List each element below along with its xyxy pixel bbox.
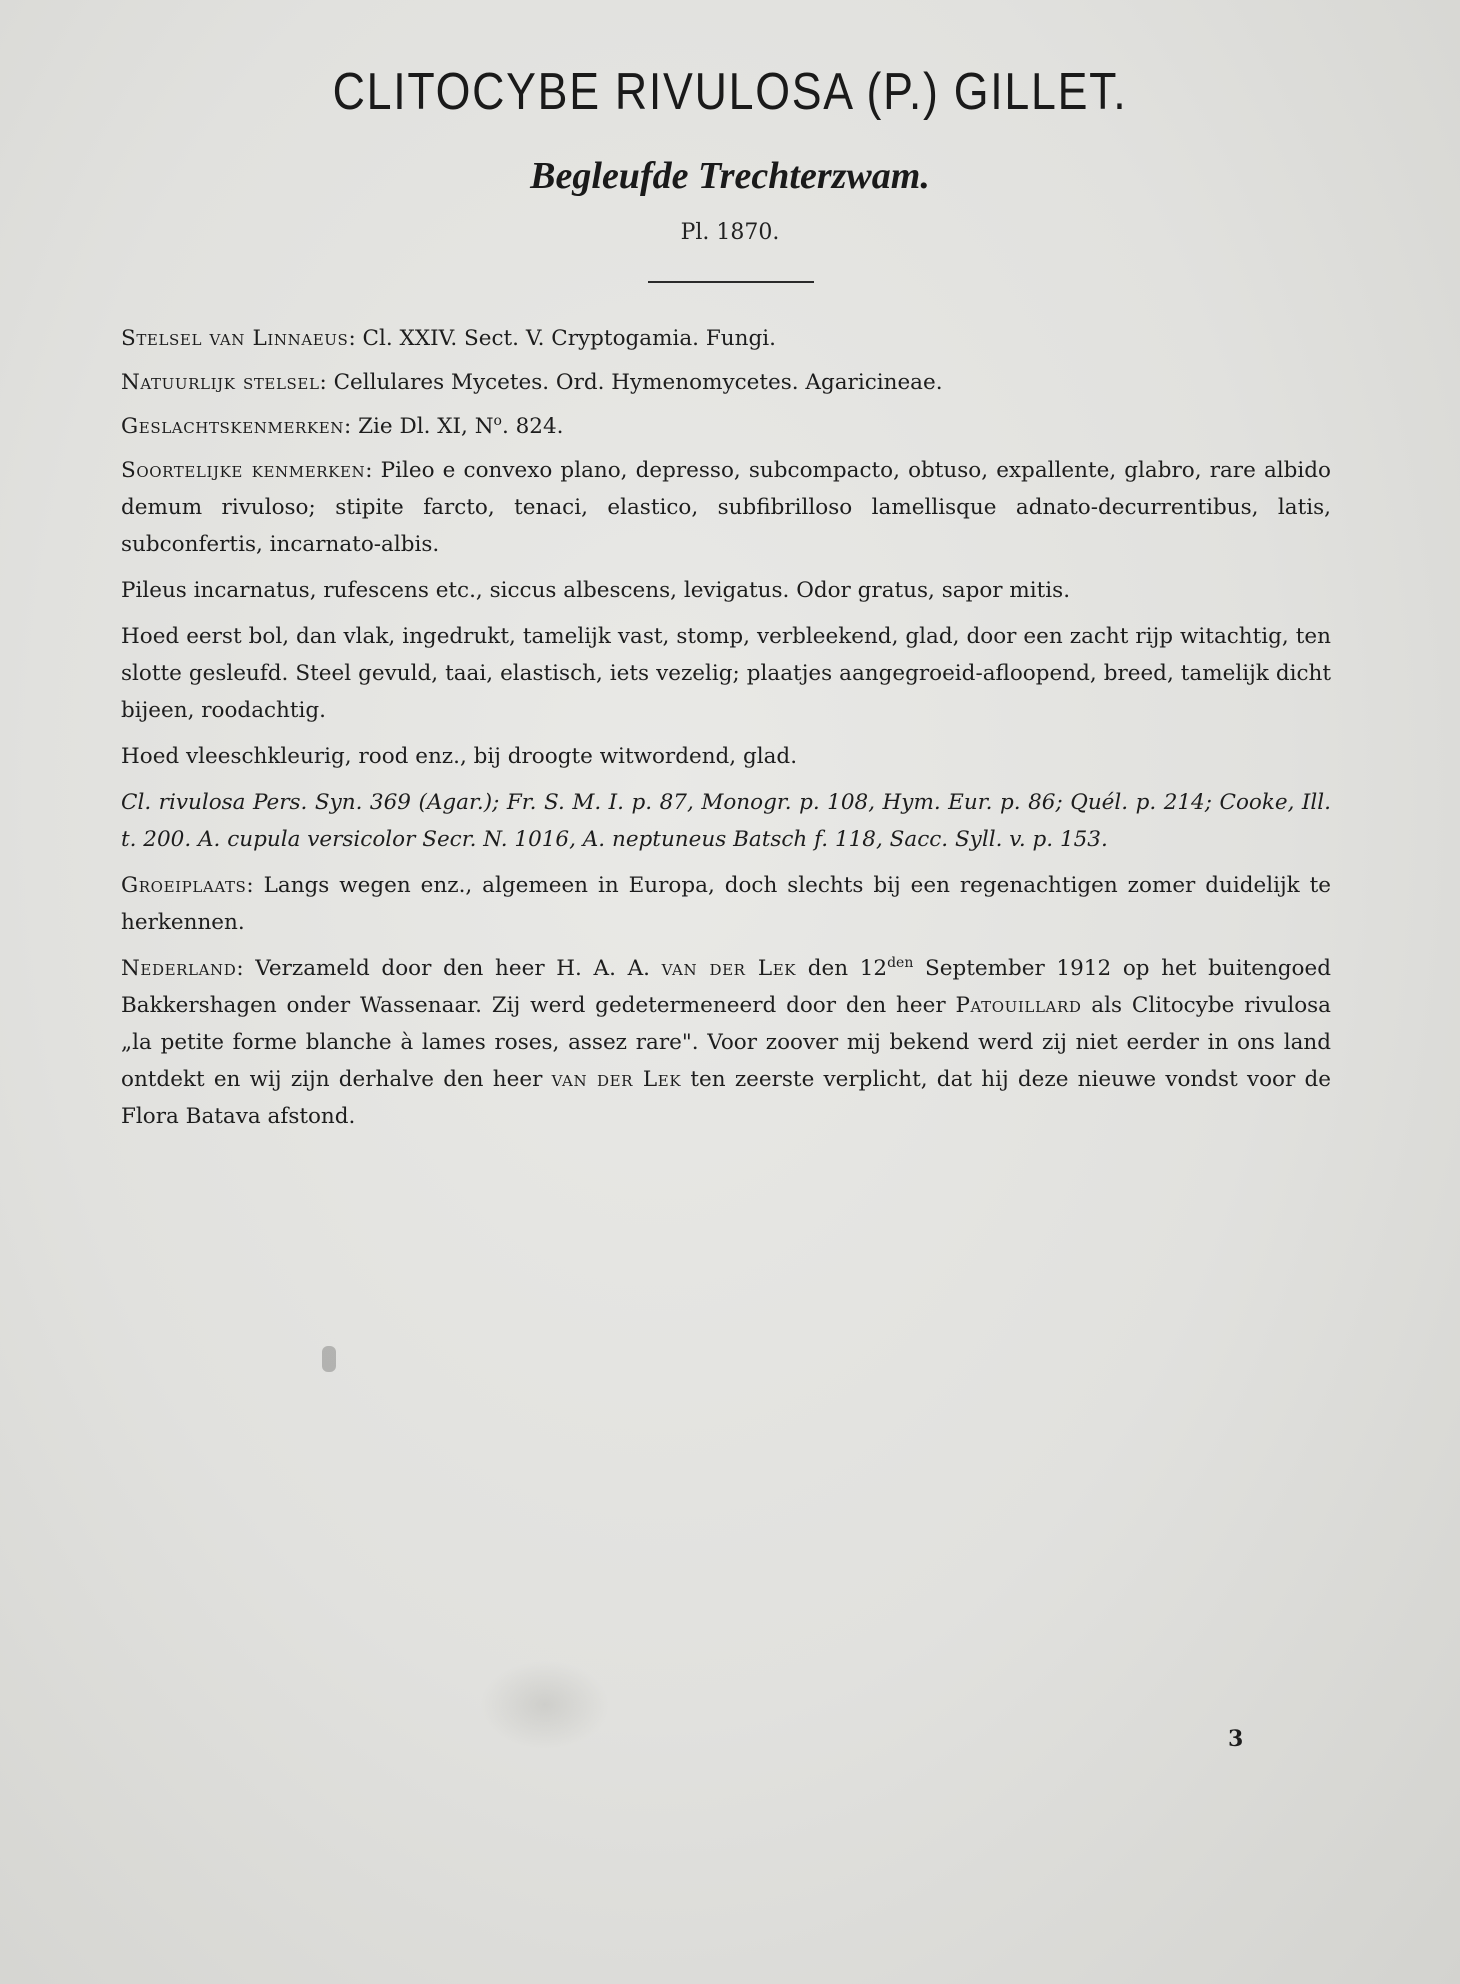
text-hoed-2: Hoed vleeschkleurig, rood enz., bij droogte witwordend, glad. xyxy=(121,744,798,769)
paragraph-netherlands xyxy=(121,950,1331,1135)
label-species: Soortelijke kenmerken xyxy=(121,458,366,483)
text-species: : Pileo e convexo plano, depresso, subcompacto, obtuso, expallente, glabro, rare albido demum rivuloso; stipite farcto, tenaci, elastico, subfibrilloso lamellisque adnato-decurrentibus, latis, subconfertis, incarnato-albis. xyxy=(121,458,1331,557)
page-title: CLITOCYBE RIVULOSA (P.) GILLET. xyxy=(332,63,1128,121)
paragraph-natural-system xyxy=(121,364,1331,401)
name-van-der-lek: van der Lek xyxy=(661,956,797,981)
body-text xyxy=(121,320,1331,1144)
paragraph-species xyxy=(121,452,1331,563)
label-genus: Geslachtskenmerken xyxy=(121,414,344,439)
text-netherlands-4: als Clitocybe rivulosa „la petite forme blanche à lames roses, assez rare". Voor zoover mij bekend werd zij niet eerder in ons land ontdekt en wij zijn derhalve den heer xyxy=(121,993,1331,1092)
paragraph-hoed xyxy=(121,618,1331,729)
text-netherlands-5: ten zeerste verplicht, dat hij deze nieuwe vondst voor de Flora Batava afstond. xyxy=(121,1067,1331,1129)
paper-blemish xyxy=(322,1346,336,1372)
page-subtitle: Begleufde Trechterzwam. xyxy=(530,155,930,197)
text-hoed: Hoed eerst bol, dan vlak, ingedrukt, tamelijk vast, stomp, verbleekend, glad, door een zacht rijp witachtig, ten slotte gesleufd. Steel gevuld, taai, elastisch, iets vezelig; plaatjes aangegroeid-afloopend, breed, tamelijk dicht bijeen, roodachtig. xyxy=(121,624,1331,723)
label-netherlands: Nederland xyxy=(121,956,237,981)
paper-stain xyxy=(480,1660,610,1750)
paragraph-hoed-2 xyxy=(121,738,1331,775)
paragraph-linnaeus xyxy=(121,320,1331,357)
text-genus-sup: o xyxy=(493,412,502,429)
text-genus-post: . 824. xyxy=(501,414,564,439)
text-natural-system: : Cellulares Mycetes. Ord. Hymenomycetes. Agaricineae. xyxy=(319,370,943,395)
text-netherlands-2: den 12 xyxy=(796,956,888,981)
page-number: 3 xyxy=(1228,1726,1244,1752)
paragraph-references xyxy=(121,784,1331,858)
label-natural-system: Natuurlijk stelsel xyxy=(121,370,320,395)
text-netherlands-sup: den xyxy=(887,954,914,971)
plate-number: Pl. 1870. xyxy=(680,220,780,245)
text-habitat: : Langs wegen enz., algemeen in Europa, doch slechts bij een regenachtigen zomer duidelijk te herkennen. xyxy=(121,873,1331,935)
paragraph-pileus xyxy=(121,572,1331,609)
text-netherlands-3: September 1912 op het buitengoed Bakkershagen onder Wassenaar. Zij werd gedetermeneerd door den heer xyxy=(121,956,1331,1018)
text-pileus: Pileus incarnatus, rufescens etc., siccus albescens, levigatus. Odor gratus, sapor mitis. xyxy=(121,578,1071,603)
paragraph-genus xyxy=(121,408,1331,445)
name-patouillard: Patouillard xyxy=(955,993,1082,1018)
text-netherlands-1: : Verzameld door den heer H. A. A. xyxy=(236,956,662,981)
text-references: Cl. rivulosa Pers. Syn. 369 (Agar.); Fr. S. M. I. p. 87, Monogr. p. 108, Hym. Eur. p. 86; Quél. p. 214; Cooke, Ill. t. 200. A. cupula versicolor Secr. N. 1016, A. neptuneus Batsch f. 118, Sacc. Syll. v. p. 153. xyxy=(121,790,1331,852)
name-van-der-lek-2: van der Lek xyxy=(551,1067,682,1092)
text-genus-pre: : Zie Dl. XI, N xyxy=(344,414,494,439)
label-linnaeus: Stelsel van Linnaeus xyxy=(121,326,349,351)
label-habitat: Groeiplaats xyxy=(121,873,247,898)
text-linnaeus: : Cl. XXIV. Sect. V. Cryptogamia. Fungi. xyxy=(348,326,776,351)
divider-rule xyxy=(648,281,814,283)
paragraph-habitat xyxy=(121,867,1331,941)
